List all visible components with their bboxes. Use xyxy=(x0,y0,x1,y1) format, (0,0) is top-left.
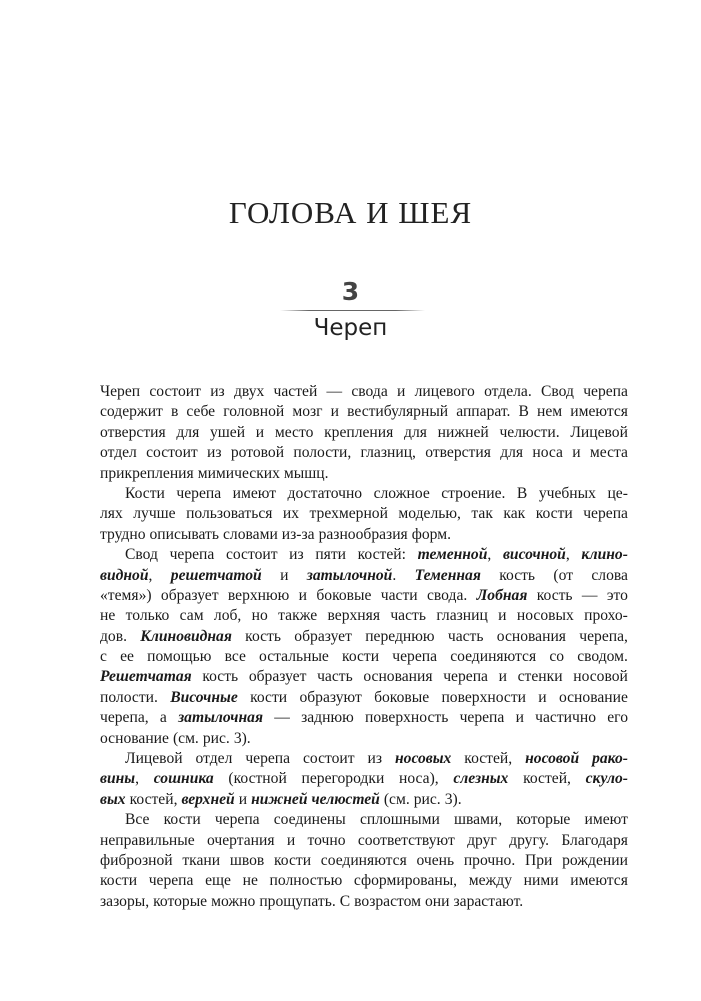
word: и xyxy=(498,668,507,686)
word: а xyxy=(159,709,167,727)
emphasized-term: верхней xyxy=(181,790,235,808)
word: В xyxy=(516,484,528,502)
word: все xyxy=(224,648,246,666)
word: кость xyxy=(499,566,536,584)
word: перегородки xyxy=(301,770,385,788)
word: рис. xyxy=(413,790,441,808)
word: 3). xyxy=(444,790,462,808)
word: прикрепления xyxy=(100,464,194,482)
text-line xyxy=(100,851,628,871)
word: для xyxy=(176,423,200,441)
text-line xyxy=(100,566,628,586)
word: свода xyxy=(351,383,388,400)
emphasized-term: вины xyxy=(100,770,136,788)
word: верхнюю xyxy=(227,586,290,604)
text-line xyxy=(100,423,628,443)
text-line xyxy=(100,627,628,647)
punctuation: . xyxy=(392,566,397,584)
word: лоб, xyxy=(213,607,242,625)
word: части xyxy=(380,586,418,604)
word: из xyxy=(367,750,383,768)
emphasized-term: вых xyxy=(100,790,126,808)
word: содержит xyxy=(100,403,163,421)
word: и xyxy=(280,566,289,584)
paragraph xyxy=(100,810,628,912)
word: В xyxy=(518,403,529,421)
punctuation: , xyxy=(565,546,570,564)
emphasized-term: Решетчатая xyxy=(100,668,192,686)
text-line xyxy=(100,729,628,749)
word xyxy=(418,545,492,565)
emphasized-term: носовой xyxy=(525,750,580,768)
emphasized-term: слезных xyxy=(453,770,509,788)
body-text xyxy=(100,382,628,912)
word: Лицевой xyxy=(570,423,628,441)
word xyxy=(581,545,628,565)
word: его xyxy=(607,709,628,727)
word: Благодаря xyxy=(561,831,628,849)
word: которые xyxy=(153,892,208,910)
word: — xyxy=(581,586,598,604)
paragraph xyxy=(100,484,628,545)
word: сформированы, xyxy=(353,872,458,890)
emphasized-term: носовых xyxy=(394,750,452,768)
emphasized-term: Лобная xyxy=(476,586,528,604)
word: состоит xyxy=(146,444,198,462)
word: заднюю xyxy=(301,709,354,727)
word: отверстия xyxy=(100,423,166,441)
word: очертания xyxy=(207,831,275,849)
word xyxy=(395,749,451,769)
word: себе xyxy=(186,403,216,421)
emphasized-term: Клиновидная xyxy=(140,627,232,645)
word: кости xyxy=(100,872,138,890)
word: черепа xyxy=(583,383,628,400)
word: и xyxy=(286,831,296,849)
word: ее xyxy=(120,648,134,666)
word: головной xyxy=(223,403,285,421)
word xyxy=(100,790,126,810)
word: еще xyxy=(205,872,231,890)
word: трехмерной xyxy=(309,505,388,523)
word: отдела. xyxy=(484,383,532,400)
word: черепа xyxy=(148,872,194,890)
word: форм. xyxy=(411,525,451,543)
emphasized-term: теменной xyxy=(417,546,488,564)
word: швами, xyxy=(454,811,503,829)
word: черепа, xyxy=(579,627,628,645)
word: образует xyxy=(248,668,307,686)
word xyxy=(178,708,263,728)
word: вестибулярный xyxy=(347,403,449,421)
word: словами xyxy=(223,525,278,543)
word: трудно xyxy=(100,525,146,543)
word: соединяются xyxy=(450,648,537,666)
word: полости. xyxy=(100,688,158,706)
word: «темя») xyxy=(100,586,152,604)
word: рис. xyxy=(202,729,230,747)
word: можно xyxy=(211,892,256,910)
word: (костной xyxy=(228,770,287,788)
emphasized-term: нижней xyxy=(251,790,308,808)
text-line xyxy=(100,545,628,565)
word: моделью, xyxy=(398,505,461,523)
paragraph xyxy=(100,545,628,749)
word: но xyxy=(251,607,268,625)
word: дов. xyxy=(100,627,127,645)
word: в xyxy=(170,403,179,421)
text-line xyxy=(100,586,628,606)
word: кости xyxy=(250,688,288,706)
word: и xyxy=(397,383,406,400)
word: прочно. xyxy=(463,851,516,869)
word: другу. xyxy=(509,831,549,849)
word: черепа, xyxy=(100,709,149,727)
word: кость xyxy=(202,668,239,686)
word: кости xyxy=(342,648,380,666)
word xyxy=(415,566,481,586)
word: с xyxy=(100,648,107,666)
word xyxy=(100,566,152,586)
word: точно xyxy=(307,831,346,849)
word: также xyxy=(278,607,318,625)
word: черепа xyxy=(443,668,488,686)
emphasized-term: видной xyxy=(100,566,149,584)
word xyxy=(100,667,192,687)
word: из xyxy=(210,383,225,400)
word: только xyxy=(125,607,170,625)
word xyxy=(477,586,528,606)
word: поверхности xyxy=(441,688,526,706)
word: черепа xyxy=(169,546,215,564)
word: отдел xyxy=(195,750,233,768)
word: как xyxy=(503,505,526,523)
word: зарастают. xyxy=(453,892,524,910)
word xyxy=(171,566,262,586)
word: место xyxy=(274,423,314,441)
text-line xyxy=(100,525,628,545)
word: кости xyxy=(163,811,201,829)
text-line xyxy=(100,831,628,851)
text-line xyxy=(100,667,628,687)
word: черепа xyxy=(245,750,291,768)
word: частично xyxy=(535,709,597,727)
word: часть xyxy=(447,627,484,645)
word: образуют xyxy=(299,688,362,706)
word: имеют xyxy=(584,811,628,829)
word: они xyxy=(425,892,450,910)
word: образует xyxy=(294,627,352,645)
word: черепа xyxy=(459,709,505,727)
word: основания xyxy=(363,668,433,686)
word: глазниц xyxy=(436,607,488,625)
word: и xyxy=(538,688,547,706)
word: отверстия xyxy=(425,444,491,462)
word: и xyxy=(572,444,581,462)
emphasized-term: клино- xyxy=(581,546,628,564)
word: костей, xyxy=(129,790,178,808)
word: из xyxy=(289,546,304,564)
word: ушей xyxy=(209,423,246,441)
paragraph xyxy=(100,749,628,810)
word xyxy=(307,566,396,586)
word: — xyxy=(326,383,343,400)
word: пяти xyxy=(315,546,346,564)
word: ткани xyxy=(182,851,221,869)
word: состоит xyxy=(225,546,278,564)
word: которые xyxy=(516,811,571,829)
word: очень xyxy=(416,851,455,869)
word: поверхность xyxy=(365,709,449,727)
word: это xyxy=(606,586,628,604)
paragraph xyxy=(100,382,628,484)
word: При xyxy=(524,851,553,869)
word xyxy=(592,749,628,769)
word: костей, xyxy=(523,770,571,788)
word: часть xyxy=(390,607,426,625)
word: основание xyxy=(100,729,169,747)
punctuation: , xyxy=(487,546,492,564)
emphasized-term: височной xyxy=(502,546,566,564)
emphasized-term: скуло- xyxy=(585,770,628,788)
word: разнообразия xyxy=(318,525,408,543)
word: костей, xyxy=(464,750,513,768)
word: черепа xyxy=(392,648,438,666)
word: носа), xyxy=(399,770,439,788)
word: состоит xyxy=(303,750,355,768)
word: фиброзной xyxy=(100,851,173,869)
word xyxy=(251,790,307,810)
word: не xyxy=(242,872,258,890)
word: Кости xyxy=(125,484,165,502)
punctuation: , xyxy=(148,566,153,584)
word: возрастом xyxy=(354,892,421,910)
emphasized-term: затылочной xyxy=(306,566,393,584)
word xyxy=(154,769,214,789)
word: основание xyxy=(558,688,628,706)
word: боковые xyxy=(374,688,430,706)
word: и xyxy=(515,709,524,727)
word: (см. xyxy=(172,729,199,747)
word: челюсти. xyxy=(499,423,560,441)
word: неправильные xyxy=(100,831,195,849)
word: имеются xyxy=(570,403,628,421)
word: часть xyxy=(317,668,353,686)
word: 3). xyxy=(233,729,251,747)
word: полости, xyxy=(293,444,352,462)
word: и xyxy=(298,586,308,604)
word: Свод xyxy=(125,546,158,564)
word xyxy=(170,688,238,708)
word: основания xyxy=(496,627,566,645)
word: стенки xyxy=(517,668,563,686)
text-line xyxy=(100,810,628,830)
word xyxy=(140,627,232,647)
text-line xyxy=(100,402,628,422)
word: прохо- xyxy=(584,607,628,625)
word: — xyxy=(274,709,290,727)
emphasized-term: рако- xyxy=(592,750,628,768)
word: полностью xyxy=(269,872,343,890)
word: остальные xyxy=(259,648,329,666)
word xyxy=(525,749,579,769)
word: со xyxy=(549,648,565,666)
text-line xyxy=(100,708,628,728)
word: носа xyxy=(532,444,563,462)
word: мышц. xyxy=(283,464,329,482)
word: кости xyxy=(274,851,312,869)
word xyxy=(586,769,628,789)
word: соединены xyxy=(273,811,346,829)
word: соединяются xyxy=(320,851,407,869)
word: мозг xyxy=(292,403,323,421)
word xyxy=(453,769,508,789)
word: пользоваться xyxy=(186,505,273,523)
word: сводом. xyxy=(577,648,628,666)
word: свода. xyxy=(426,586,468,604)
word: двух xyxy=(233,383,265,400)
word: швов xyxy=(229,851,265,869)
word: так xyxy=(471,505,493,523)
emphasized-term: затылочная xyxy=(178,709,263,727)
word: С xyxy=(339,892,351,910)
text-line xyxy=(100,464,628,484)
word: состоит xyxy=(149,383,201,400)
emphasized-term: сошника xyxy=(153,770,214,788)
text-line xyxy=(100,382,628,402)
word: крепления xyxy=(324,423,394,441)
word: частей xyxy=(273,383,318,400)
word: места xyxy=(589,444,628,462)
word xyxy=(503,545,570,565)
word: мимических xyxy=(197,464,280,482)
punctuation: , xyxy=(135,770,140,788)
text-line xyxy=(100,892,628,912)
word: прощупать. xyxy=(259,892,336,910)
emphasized-term: Теменная xyxy=(414,566,481,584)
word xyxy=(181,790,234,810)
word: черепа xyxy=(176,484,222,502)
word: кость xyxy=(536,586,573,604)
word: лицевого xyxy=(414,383,475,400)
word: между xyxy=(468,872,513,890)
word: лях xyxy=(100,505,123,523)
word: строение. xyxy=(441,484,506,502)
emphasized-term: челюстей xyxy=(311,790,380,808)
word: верхняя xyxy=(327,607,380,625)
text-line xyxy=(100,871,628,891)
word: черепа xyxy=(583,505,628,523)
word: из xyxy=(207,444,222,462)
word: аппарат. xyxy=(456,403,511,421)
word xyxy=(100,769,139,789)
word: сплошными xyxy=(359,811,440,829)
word: рождении xyxy=(562,851,628,869)
word: зазоры, xyxy=(100,892,150,910)
word: Лицевой xyxy=(125,750,183,768)
word: и xyxy=(330,403,340,421)
word: отдел xyxy=(100,444,137,462)
word: образует xyxy=(160,586,219,604)
text-line xyxy=(100,484,628,504)
word: достаточно xyxy=(287,484,363,502)
word xyxy=(312,790,380,810)
word: нижней xyxy=(437,423,489,441)
word: и xyxy=(255,423,265,441)
text-line xyxy=(100,606,628,626)
text-line xyxy=(100,769,628,789)
text-line xyxy=(100,443,628,463)
emphasized-term: Височные xyxy=(170,688,238,706)
word: це- xyxy=(607,484,628,502)
word: друг xyxy=(467,831,497,849)
text-line xyxy=(100,749,628,769)
word: глазниц, xyxy=(360,444,416,462)
word: сам xyxy=(179,607,204,625)
word: Свод xyxy=(541,383,574,400)
word: имеют xyxy=(232,484,277,502)
word: кость xyxy=(245,627,281,645)
word: Череп xyxy=(100,383,141,400)
emphasized-term: решетчатой xyxy=(170,566,262,584)
word: их xyxy=(282,505,300,523)
word: кости xyxy=(535,505,573,523)
word: соответствуют xyxy=(357,831,455,849)
word: для xyxy=(404,423,427,441)
word: не xyxy=(100,607,116,625)
word: нем xyxy=(537,403,563,421)
text-line xyxy=(100,647,628,667)
word: черепа xyxy=(214,811,260,829)
word: Все xyxy=(125,811,150,829)
word: переднюю xyxy=(365,627,435,645)
word: носовых xyxy=(516,607,574,625)
word: учебных xyxy=(538,484,596,502)
chapter-divider xyxy=(280,310,425,311)
word: описывать xyxy=(149,525,219,543)
word: и xyxy=(498,607,507,625)
word: сложное xyxy=(373,484,430,502)
word: носовой xyxy=(573,668,628,686)
text-line xyxy=(100,790,628,810)
part-title: ГОЛОВА И ШЕЯ xyxy=(228,195,473,230)
word: костей: xyxy=(357,546,406,564)
word: из-за xyxy=(281,525,315,543)
word: и xyxy=(238,790,248,808)
chapter-number: 3 xyxy=(341,277,360,306)
word: боковые xyxy=(316,586,372,604)
word: помощью xyxy=(147,648,212,666)
word: ними xyxy=(523,872,559,890)
text-line xyxy=(100,688,628,708)
word: (от xyxy=(553,566,574,584)
chapter-title: Череп xyxy=(313,315,388,341)
word: (см. xyxy=(383,790,410,808)
word: лучше xyxy=(133,505,176,523)
word: для xyxy=(500,444,524,462)
word: ротовой xyxy=(230,444,285,462)
word: слова xyxy=(591,566,628,584)
text-line xyxy=(100,504,628,524)
word: имеются xyxy=(570,872,628,890)
